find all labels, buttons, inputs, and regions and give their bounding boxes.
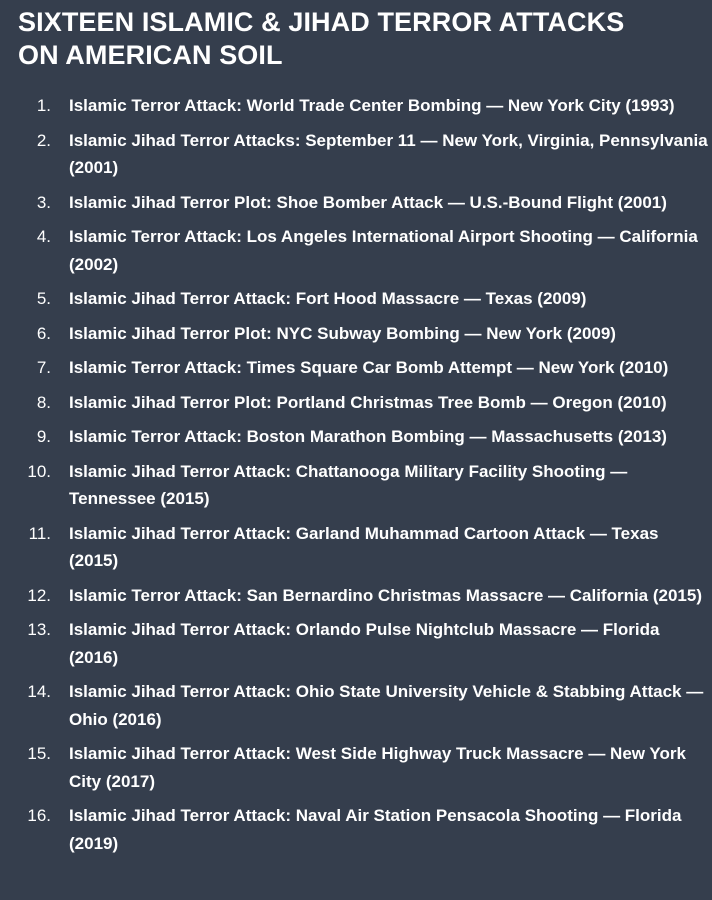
list-item-text: Islamic Jihad Terror Attack: Naval Air Station Pensacola Shooting — Florida (2019) xyxy=(69,806,682,853)
list-item xyxy=(18,616,712,671)
list-item-number: 14. xyxy=(27,682,51,701)
list-item-number: 1. xyxy=(36,96,51,115)
list-item-number: 4. xyxy=(36,227,51,246)
list-item-number: 6. xyxy=(36,323,51,343)
list-item-number: 7. xyxy=(36,358,51,377)
list-item xyxy=(18,127,712,182)
list-item-number: 12. xyxy=(27,585,51,605)
list-item-text: Islamic Jihad Terror Attack: Orlando Pulse Nightclub Massacre — Florida (2016) xyxy=(69,620,660,667)
list-item-text: Islamic Jihad Terror Plot: NYC Subway Bombing — New York (2009) xyxy=(69,323,616,343)
list-item-text: Islamic Terror Attack: Boston Marathon Bombing — Massachusetts (2013) xyxy=(69,427,667,446)
list-item-number: 8. xyxy=(36,392,51,412)
list-item xyxy=(18,740,712,795)
list-item xyxy=(18,189,712,217)
list-item-text: Islamic Jihad Terror Attacks: September 11 — New York, Virginia, Pennsylvania (2001) xyxy=(69,130,708,177)
title-line-1: SIXTEEN ISLAMIC & JIHAD TERROR ATTACKS xyxy=(18,7,625,37)
list-item-number: 11. xyxy=(28,523,51,543)
list-item xyxy=(18,520,712,575)
list-item-number: 13. xyxy=(27,620,51,639)
list-item-text: Islamic Terror Attack: San Bernardino Christmas Massacre — California (2015) xyxy=(69,585,703,605)
list-item-text: Islamic Jihad Terror Attack: Chattanooga Military Facility Shooting — Tennessee (2015) xyxy=(69,461,628,508)
list-item xyxy=(18,458,712,513)
list-item-number: 5. xyxy=(36,289,51,308)
list-item-text: Islamic Jihad Terror Attack: West Side Highway Truck Massacre — New York City (2017) xyxy=(69,744,686,791)
list-item-number: 10. xyxy=(27,461,51,481)
list-item xyxy=(18,223,712,278)
list-item xyxy=(18,802,712,857)
list-item xyxy=(18,285,712,313)
list-item xyxy=(18,423,712,451)
list-item-text: Islamic Terror Attack: Times Square Car Bomb Attempt — New York (2010) xyxy=(69,358,669,377)
list-item-text: Islamic Jihad Terror Attack: Ohio State University Vehicle & Stabbing Attack — Ohio (2016) xyxy=(69,682,704,729)
list-item xyxy=(18,320,712,348)
list-item-number: 9. xyxy=(36,427,51,446)
list-item-number: 3. xyxy=(36,192,51,212)
list-item-text: Islamic Jihad Terror Attack: Fort Hood Massacre — Texas (2009) xyxy=(69,289,587,308)
list-item xyxy=(18,92,712,120)
list-item xyxy=(18,582,712,610)
page-title xyxy=(18,6,712,72)
list-item-text: Islamic Jihad Terror Plot: Portland Christmas Tree Bomb — Oregon (2010) xyxy=(69,392,667,412)
list-item-text: Islamic Terror Attack: World Trade Center Bombing — New York City (1993) xyxy=(69,96,675,115)
list-item-text: Islamic Terror Attack: Los Angeles International Airport Shooting — California (2002) xyxy=(69,227,698,274)
title-line-2: ON AMERICAN SOIL xyxy=(18,40,283,70)
list-item xyxy=(18,354,712,382)
list-item-number: 16. xyxy=(27,806,51,825)
list-item-number: 15. xyxy=(27,744,51,763)
list-item xyxy=(18,389,712,417)
list-item-number: 2. xyxy=(36,130,51,150)
attacks-list xyxy=(18,92,712,857)
list-item-text: Islamic Jihad Terror Plot: Shoe Bomber Attack — U.S.-Bound Flight (2001) xyxy=(69,192,667,212)
list-item xyxy=(18,678,712,733)
list-item-text: Islamic Jihad Terror Attack: Garland Muhammad Cartoon Attack — Texas (2015) xyxy=(69,523,659,570)
